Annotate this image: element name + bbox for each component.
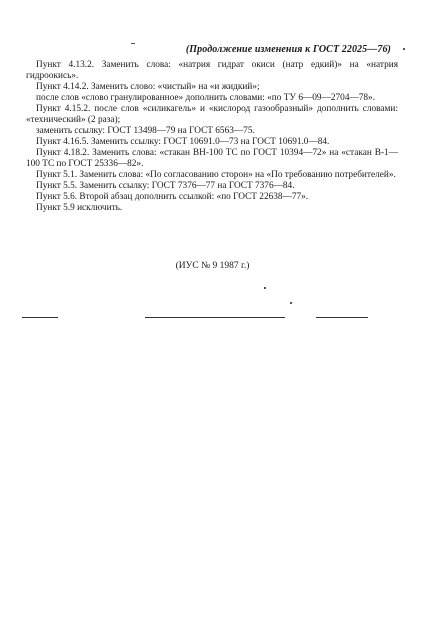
divider-line [22, 317, 58, 318]
paragraph: Пункт 4.15.2. после слов «силикагель» и «кислород газообразный» дополнить словами: «технический» (2 раза); [26, 103, 398, 125]
scan-speck [403, 48, 405, 50]
paragraph: Пункт 4.13.2. Заменить слова: «натрия гидрат окиси (натр едкий)» на «натрия гидроокись». [26, 60, 398, 81]
paragraph: Пункт 4.18.2. Заменить слова: «стакан ВН-100 ТС по ГОСТ 10394—72» на «стакан В-1—100 ТС по ГОСТ 25336—82». [26, 147, 398, 169]
paragraph: Пункт 5.6. Второй абзац дополнить ссылкой: «по ГОСТ 22638—77». [36, 191, 309, 202]
paragraph: заменить ссылку: ГОСТ 13498—79 на ГОСТ 6563—75. [36, 125, 255, 136]
paragraph: Пункт 5.1. Заменить слова: «По согласованию сторон» на «По требованию потребителей». [36, 169, 396, 180]
paragraph: Пункт 5.9 исключить. [36, 202, 123, 213]
scan-speck [264, 287, 266, 289]
page-header: (Продолжение изменения к ГОСТ 22025—76) [185, 44, 391, 55]
amendment-text [26, 60, 398, 214]
scan-speck [131, 43, 135, 44]
divider-line [316, 317, 368, 318]
paragraph: Пункт 4.14.2. Заменить слово: «чистый» на «и жидкий»; [36, 81, 260, 92]
paragraph: Пункт 4.16.5. Заменить ссылку: ГОСТ 10691.0—73 на ГОСТ 10691.0—84. [36, 136, 330, 147]
paragraph: Пункт 5.5. Заменить ссылку: ГОСТ 7376—77 на ГОСТ 7376—84. [36, 180, 295, 191]
publication-reference: (ИУС № 9 1987 г.) [175, 261, 250, 271]
divider-line [145, 317, 285, 318]
paragraph: после слов «слово гранулированное» дополнить словами: «по ТУ 6—09—2704—78». [36, 92, 376, 103]
scan-speck [290, 302, 292, 304]
